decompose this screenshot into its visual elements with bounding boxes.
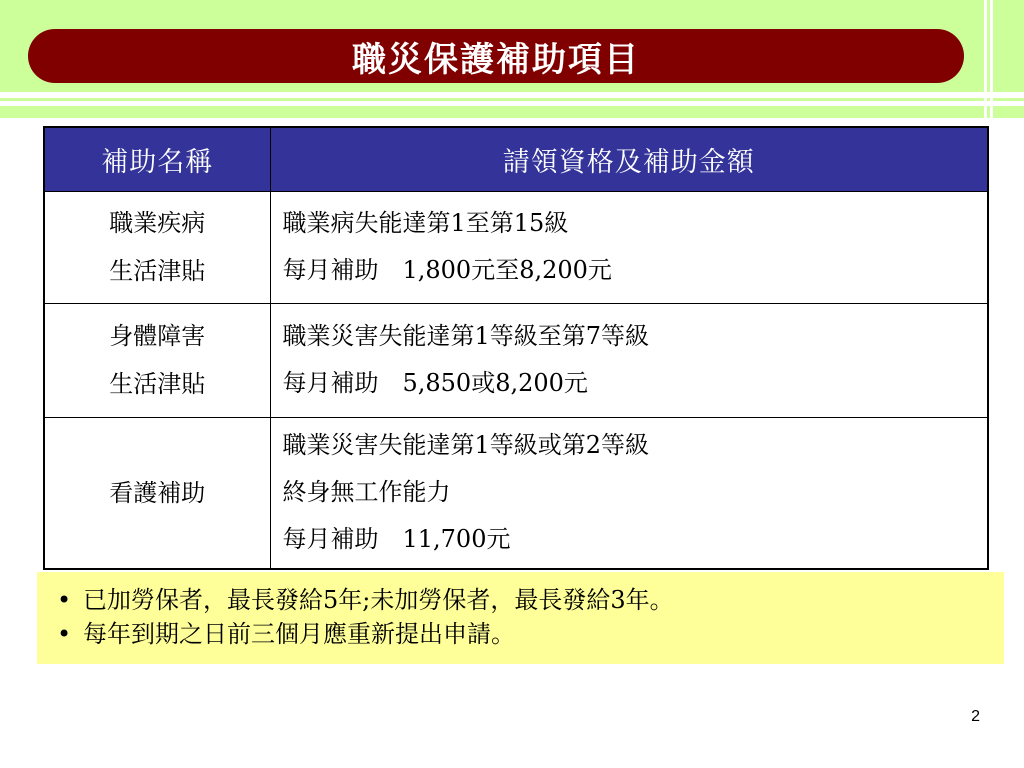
benefit-name-line: 身體障害 <box>109 322 206 350</box>
benefit-name-line: 生活津貼 <box>109 257 206 285</box>
benefit-name-line: 生活津貼 <box>109 370 206 398</box>
benefit-detail-cell <box>270 191 988 303</box>
bullet-icon: • <box>57 586 72 614</box>
detail-line: 職業災害失能達第1等級或第2等級 <box>282 431 650 460</box>
detail-line: 職業病失能達第1至第15級 <box>282 209 569 237</box>
slide-title: 職災保護補助項目 <box>352 39 640 80</box>
note-text: 每年到期之日前三個月應重新提出申請。 <box>83 620 515 648</box>
benefit-name-cell <box>44 303 270 417</box>
detail-line: 終身無工作能力 <box>282 478 451 507</box>
detail-line: 每月補助 5,850或8,200元 <box>282 369 588 397</box>
title-banner <box>28 29 964 83</box>
header-eligibility-amount: 請領資格及補助金額 <box>270 127 988 191</box>
note-item <box>57 583 1004 617</box>
detail-line: 每月補助 1,800元至8,200元 <box>282 256 612 284</box>
band-vertical-rule-1 <box>984 0 987 118</box>
note-item <box>57 617 1004 651</box>
benefit-detail-cell <box>270 417 988 569</box>
benefit-name-line: 看護補助 <box>109 478 206 507</box>
header-benefit-name: 補助名稱 <box>44 127 270 191</box>
detail-line: 職業災害失能達第1等級至第7等級 <box>282 322 650 350</box>
table-row <box>44 303 988 417</box>
benefit-name-line: 職業疾病 <box>109 209 206 237</box>
benefits-table <box>43 126 989 570</box>
notes-box <box>37 572 1004 664</box>
page-number: 2 <box>971 708 980 725</box>
table-row <box>44 191 988 303</box>
detail-line: 每月補助 11,700元 <box>282 525 511 554</box>
note-text: 已加勞保者，最長發給5年;未加勞保者，最長發給3年。 <box>83 586 674 614</box>
bullet-icon: • <box>57 620 72 648</box>
band-stripe-thick <box>0 106 1024 118</box>
band-stripe-thin <box>0 98 1024 101</box>
band-vertical-rule-2 <box>990 0 993 118</box>
benefit-detail-cell <box>270 303 988 417</box>
table-header-row <box>44 127 988 191</box>
benefit-name-cell <box>44 191 270 303</box>
table-row <box>44 417 988 569</box>
benefit-name-cell <box>44 417 270 569</box>
